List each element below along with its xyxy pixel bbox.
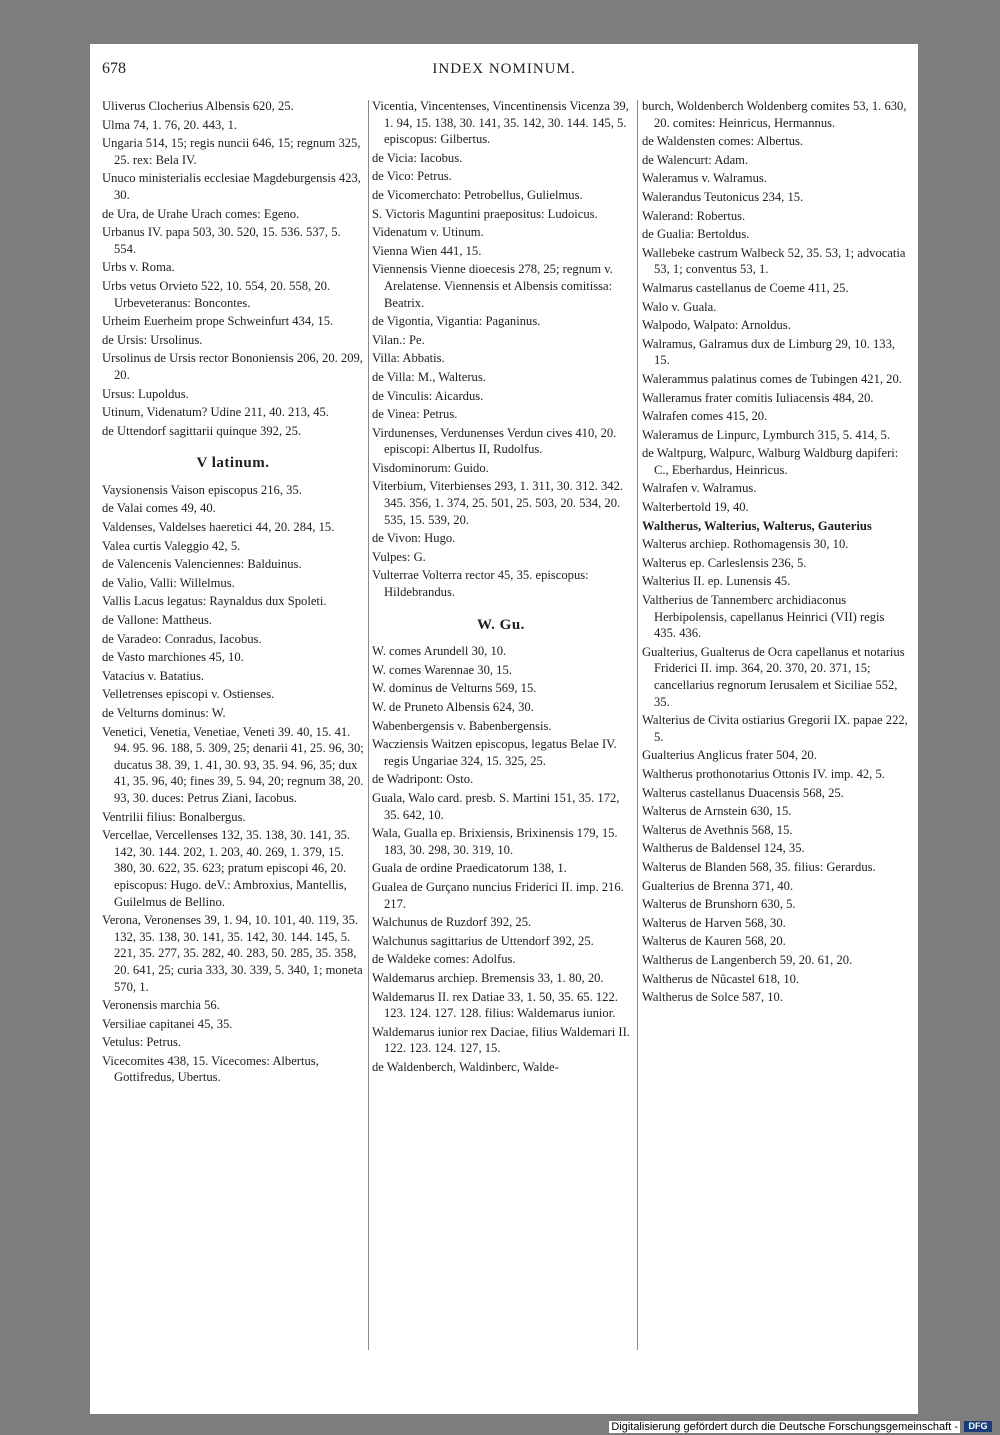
page-number: 678 bbox=[102, 60, 126, 77]
index-entry: Vienna Wien 441, 15. bbox=[372, 243, 482, 258]
index-entry: de Gualia: Bertoldus. bbox=[642, 227, 750, 242]
index-entry: de Vigontia, Vigantia: Paganinus. bbox=[372, 314, 541, 329]
index-entry: Vercellae, Vercellenses 132, 35. 138, 30. 141, 35. 142, 30. 144. 202, 1. 203, 40. 269, 1. 379, 15. 380, 30. 622, 35. 623; pratum episcopi 46, 20. episcopus: Hugo. deV.: Ambroxius, Mantellis, Guilelmus de Bellino. bbox=[102, 828, 351, 909]
index-entry: Wabenbergensis v. Babenbergensis. bbox=[372, 718, 552, 733]
index-entry: Walchunus de Ruzdorf 392, 25. bbox=[372, 915, 532, 930]
column-rule bbox=[637, 100, 638, 1350]
index-entry: Walterus ep. Carleslensis 236, 5. bbox=[642, 555, 807, 570]
index-entry: de Waldenberch, Waldinberc, Walde- bbox=[372, 1059, 559, 1074]
index-entry: Ursus: Lupoldus. bbox=[102, 386, 189, 401]
index-entry: de Vinea: Petrus. bbox=[372, 407, 458, 422]
index-entry: W. comes Warennae 30, 15. bbox=[372, 662, 512, 677]
index-entry: Walterus de Blanden 568, 35. filius: Gerardus. bbox=[642, 859, 876, 874]
digitization-credit: Digitalisierung gefördert durch die Deutsche Forschungsgemeinschaft - bbox=[611, 1421, 958, 1433]
index-entry: Gualea de Gurçano nuncius Friderici II. imp. 216. 217. bbox=[372, 879, 624, 911]
index-entry: de Waltpurg, Walpurc, Walburg Waldburg dapiferi: C., Eberhardus, Heinricus. bbox=[642, 446, 899, 477]
index-entry: Walterus de Arnstein 630, 15. bbox=[642, 804, 792, 819]
index-entry: S. Victoris Maguntini praepositus: Ludoicus. bbox=[372, 206, 598, 221]
index-entry: de Vivon: Hugo. bbox=[372, 531, 456, 546]
index-entry: Urbanus IV. papa 503, 30. 520, 15. 536. 537, 5. 554. bbox=[102, 225, 341, 256]
index-entry: Vilan.: Pe. bbox=[372, 332, 425, 347]
index-entry: Veronensis marchia 56. bbox=[102, 998, 220, 1013]
index-entry: Walpodo, Walpato: Arnoldus. bbox=[642, 318, 791, 333]
index-entry: de Vicia: Iacobus. bbox=[372, 150, 463, 165]
index-entry: Walterius II. ep. Lunensis 45. bbox=[642, 574, 791, 589]
index-entry: Vatacius v. Batatius. bbox=[102, 668, 205, 683]
index-entry: W. de Pruneto Albensis 624, 30. bbox=[372, 700, 534, 714]
index-entry: Walterus de Harven 568, 30. bbox=[642, 915, 786, 930]
index-entry: Waldemarus II. rex Datiae 33, 1. 50, 35. 65. 122. 123. 124. 127. 128. filius: Waldemarus iunior. bbox=[372, 989, 618, 1021]
section-heading: W. Gu. bbox=[477, 616, 525, 633]
index-entry: Waltherus de Nûcastel 618, 10. bbox=[642, 971, 800, 986]
index-entry: Waltherus de Solce 587, 10. bbox=[642, 990, 783, 1005]
index-entry: Vulterrae Volterra rector 45, 35. episcopus: Hildebrandus. bbox=[372, 568, 589, 600]
index-entry: Urbs v. Roma. bbox=[102, 260, 175, 275]
index-entry: Urheim Euerheim prope Schweinfurt 434, 15. bbox=[102, 314, 334, 329]
index-entry: Waltherus de Baldensel 124, 35. bbox=[642, 841, 805, 856]
index-entry: burch, Woldenberch Woldenberg comites 53, 1. 630, 20. comites: Heinricus, Hermannus. bbox=[642, 99, 907, 130]
index-entry: Wallebeke castrum Walbeck 52, 35. 53, 1; advocatia 53, 1; conventus 53, 1. bbox=[642, 245, 906, 277]
index-entry: Guala, Walo card. presb. S. Martini 151, 35. 172, 35. 642, 10. bbox=[372, 790, 620, 822]
index-entry: Walerand: Robertus. bbox=[642, 208, 746, 223]
index-entry: Vetulus: Petrus. bbox=[102, 1035, 182, 1050]
index-entry: Waldemarus archiep. Bremensis 33, 1. 80, 20. bbox=[372, 970, 604, 985]
index-entry: de Varadeo: Conradus, Iacobus. bbox=[102, 631, 262, 646]
index-entry: Valea curtis Valeggio 42, 5. bbox=[102, 538, 241, 553]
index-entry: Ventrilii filius: Bonalbergus. bbox=[102, 809, 246, 824]
index-entry: de Valencenis Valenciennes: Balduinus. bbox=[102, 557, 302, 572]
index-entry: Wacziensis Waitzen episcopus, legatus Belae IV. regis Ungariae 324, 15. 325, 25. bbox=[372, 737, 617, 768]
index-entry: Waleramus de Linpurc, Lymburch 315, 5. 414, 5. bbox=[642, 427, 891, 442]
index-entry: Urbs vetus Orvieto 522, 10. 554, 20. 558, 20. Urbeveteranus: Boncontes. bbox=[102, 278, 331, 310]
index-entry: de Valai comes 49, 40. bbox=[102, 501, 216, 516]
index-entry: Vicecomites 438, 15. Vicecomes: Albertus, Gottifredus, Ubertus. bbox=[102, 1053, 319, 1085]
index-entry: Walleramus frater comitis Iuliacensis 484, 20. bbox=[642, 390, 874, 405]
index-entry: de Ursis: Ursolinus. bbox=[102, 332, 203, 347]
index-entry: W. comes Arundell 30, 10. bbox=[372, 644, 507, 659]
index-entry: Walerandus Teutonicus 234, 15. bbox=[642, 189, 804, 204]
running-title: INDEX NOMINUM. bbox=[432, 61, 576, 77]
index-entry: Vallis Lacus legatus: Raynaldus dux Spoleti. bbox=[102, 594, 327, 609]
index-entry: W. dominus de Velturns 569, 15. bbox=[372, 681, 537, 696]
index-entry: Guala de ordine Praedicatorum 138, 1. bbox=[372, 861, 567, 876]
index-entry: Vaysionensis Vaison episcopus 216, 35. bbox=[102, 482, 302, 497]
index-entry: Ungaria 514, 15; regis nuncii 646, 15; regnum 325, 25. rex: Bela IV. bbox=[102, 136, 361, 167]
index-entry: Walterus archiep. Rothomagensis 30, 10. bbox=[642, 537, 849, 552]
index-entry: Walterus de Avethnis 568, 15. bbox=[642, 822, 793, 837]
index-entry: Verona, Veronenses 39, 1. 94, 10. 101, 40. 119, 35. 132, 35. 138, 30. 141, 35. 142, 30. 144. 145, 5. 221, 35. 277, 35. 282, 40. 283, 50. 285, 35. 358, 20. 641, 25; curia 333, 30. 339, 5. 340, 1; moneta 570, 1. bbox=[102, 913, 363, 994]
index-entry: de Valio, Valli: Willelmus. bbox=[102, 575, 235, 590]
index-entry: Waltherus prothonotarius Ottonis IV. imp. 42, 5. bbox=[642, 766, 885, 781]
index-entry: Walterus de Kauren 568, 20. bbox=[642, 934, 786, 949]
index-entry: Ulma 74, 1. 76, 20. 443, 1. bbox=[102, 117, 238, 132]
index-entry: Uliverus Clocherius Albensis 620, 25. bbox=[102, 99, 294, 113]
index-entry: Walrafen v. Walramus. bbox=[642, 481, 757, 496]
index-entry: de Waldensten comes: Albertus. bbox=[642, 134, 804, 149]
index-entry: Unuco ministerialis ecclesiae Magdeburgensis 423, 30. bbox=[102, 171, 361, 202]
index-entry: de Velturns dominus: W. bbox=[102, 706, 226, 720]
index-entry: Gualterius de Brenna 371, 40. bbox=[642, 878, 794, 893]
index-entry: de Wadripont: Osto. bbox=[372, 772, 474, 787]
index-entry: de Waldeke comes: Adolfus. bbox=[372, 952, 516, 967]
index-entry: Virdunenses, Verdunenses Verdun cives 410, 20. episcopi: Albertus II, Rudolfus. bbox=[372, 425, 617, 457]
index-entry: Venetici, Venetia, Venetiae, Veneti 39. 40, 15. 41. 94. 95. 96. 188, 5. 309, 25; denarii 41, 25. 96, 30; ducatus 38. 39, 1. 41, 30. 93, 35. 94. 96, 35; dux 41, 35. 96, 40; fines 39, 5. 94, 20; regnum 38, 20. 93, 30. duces: Petrus Ziani, Iacobus. bbox=[102, 724, 364, 805]
index-group-heading: Waltherus, Walterius, Walterus, Gauterius bbox=[642, 518, 872, 533]
index-entry: de Vinculis: Aicardus. bbox=[372, 388, 484, 403]
index-entry: de Vallone: Mattheus. bbox=[102, 613, 212, 628]
index-entry: Waldemarus iunior rex Daciae, filius Waldemari II. 122. 123. 124. 127, 15. bbox=[372, 1024, 630, 1056]
index-entry: Walterus castellanus Duacensis 568, 25. bbox=[642, 785, 844, 800]
index-entry: Valtherius de Tannemberc archidiaconus Herbipolensis, capellanus Heinrici (VII) regis 435. 436. bbox=[642, 593, 885, 641]
index-entry: Ursolinus de Ursis rector Bononiensis 206, 20. 209, 20. bbox=[102, 351, 363, 382]
index-column-3 bbox=[642, 98, 908, 1394]
index-entry: Waleramus v. Walramus. bbox=[642, 171, 767, 186]
dfg-logo: DFG bbox=[964, 1421, 992, 1432]
index-entry: Walramus, Galramus dux de Limburg 29, 10. 133, 15. bbox=[642, 336, 896, 368]
index-entry: de Vasto marchiones 45, 10. bbox=[102, 650, 244, 665]
index-entry: Vulpes: G. bbox=[372, 549, 426, 564]
index-entry: Viennensis Vienne dioecesis 278, 25; regnum v. Arelatense. Viennensis et Albensis comitissa: Beatrix. bbox=[372, 262, 613, 310]
index-entry: Gualterius, Gualterus de Ocra capellanus et notarius Friderici II. imp. 364, 20. 370, 20. 371, 15; cancellarius regnorum Ierusalem et Siciliae 552, 35. bbox=[642, 644, 905, 709]
index-column-2 bbox=[372, 98, 630, 1394]
index-entry: Velletrenses episcopi v. Ostienses. bbox=[102, 687, 275, 702]
index-entry: Villa: Abbatis. bbox=[372, 351, 445, 366]
index-column-1 bbox=[102, 98, 364, 1394]
index-entry: Walterbertold 19, 40. bbox=[642, 500, 749, 515]
index-entry: Visdominorum: Guido. bbox=[372, 460, 489, 475]
index-entry: Walterus de Brunshorn 630, 5. bbox=[642, 897, 796, 912]
index-entry: Wala, Gualla ep. Brixiensis, Brixinensis 179, 15. 183, 30. 298, 30. 319, 10. bbox=[372, 826, 618, 857]
index-entry: Valdenses, Valdelses haeretici 44, 20. 284, 15. bbox=[102, 520, 335, 535]
index-entry: Walo v. Guala. bbox=[642, 299, 717, 314]
index-entry: Walchunus sagittarius de Uttendorf 392, 25. bbox=[372, 933, 594, 948]
index-entry: de Vicomerchato: Petrobellus, Gulielmus. bbox=[372, 187, 583, 202]
column-rule bbox=[368, 100, 369, 1350]
index-entry: Videnatum v. Utinum. bbox=[372, 225, 484, 240]
index-entry: de Ura, de Urahe Urach comes: Egeno. bbox=[102, 206, 300, 221]
index-entry: de Villa: M., Walterus. bbox=[372, 369, 486, 384]
index-entry: Walrafen comes 415, 20. bbox=[642, 409, 768, 424]
index-entry: Vicentia, Vincentenses, Vincentinensis Vicenza 39, 1. 94, 15. 138, 30. 141, 35. 142, 30. 144. 145, 5. episcopus: Gilbertus. bbox=[372, 99, 629, 147]
index-entry: Walmarus castellanus de Coeme 411, 25. bbox=[642, 280, 849, 295]
index-entry: Versiliae capitanei 45, 35. bbox=[102, 1016, 233, 1031]
scanned-page bbox=[90, 44, 918, 1414]
index-entry: Waltherus de Langenberch 59, 20. 61, 20. bbox=[642, 952, 853, 967]
index-entry: Walerammus palatinus comes de Tubingen 421, 20. bbox=[642, 371, 902, 386]
index-entry: de Uttendorf sagittarii quinque 392, 25. bbox=[102, 423, 302, 438]
section-heading: V latinum. bbox=[196, 455, 270, 472]
index-entry: de Vico: Petrus. bbox=[372, 169, 452, 184]
index-entry: Walterius de Civita ostiarius Gregorii IX. papae 222, 5. bbox=[642, 713, 908, 744]
index-entry: Viterbium, Viterbienses 293, 1. 311, 30. 312. 342. 345. 356, 1. 374, 25. 501, 25. 503, 20. 534, 20. 535, 15. 539, 20. bbox=[372, 479, 624, 527]
index-entry: Gualterius Anglicus frater 504, 20. bbox=[642, 748, 817, 763]
index-entry: Utinum, Videnatum? Udine 211, 40. 213, 45. bbox=[102, 405, 329, 420]
index-entry: de Walencurt: Adam. bbox=[642, 152, 749, 167]
